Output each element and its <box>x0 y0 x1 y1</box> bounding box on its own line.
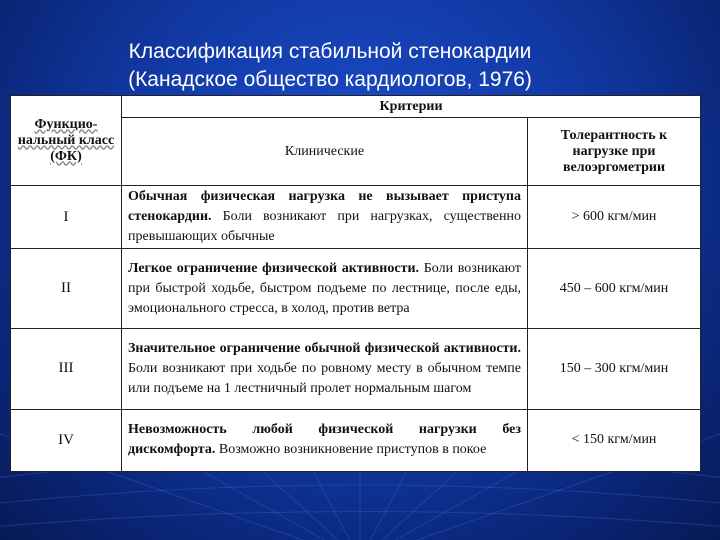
fc-cell: II <box>11 248 122 328</box>
tolerance-cell: > 600 кгм/мин <box>528 186 701 248</box>
clinical-bold-text: Легкое ограничение физической активности. <box>128 260 420 276</box>
clinical-text: Боли возникают при быстрой ходьбе, быстром подъеме по лестнице, после еды, эмоционального стресса, в холод, против ветра <box>128 260 521 316</box>
table-row <box>11 409 701 471</box>
clinical-bold-text: Значительное ограничение обычной физической активности. <box>128 340 521 356</box>
clinical-bold-text: Невозможность любой физической нагрузки без дискомфорта. <box>128 422 521 458</box>
header-fc <box>11 96 122 186</box>
table-row <box>11 186 701 248</box>
clinical-cell <box>122 409 528 471</box>
header-clinical: Клинические <box>122 118 528 186</box>
header-tolerance: Толерантность к нагрузке при велоэргометрии <box>528 118 701 186</box>
header-criteria: Критерии <box>122 96 701 118</box>
header-fc-label: Функцио-нальный класс (ФК) <box>17 116 115 164</box>
table-row <box>11 248 701 328</box>
slide-title <box>60 38 600 94</box>
header-row-top <box>11 96 701 118</box>
fc-cell: I <box>11 186 122 248</box>
table-row <box>11 329 701 409</box>
classification-table <box>10 95 701 472</box>
clinical-cell <box>122 329 528 409</box>
tolerance-cell: 150 – 300 кгм/мин <box>528 329 701 409</box>
fc-cell: III <box>11 329 122 409</box>
tolerance-cell: < 150 кгм/мин <box>528 409 701 471</box>
clinical-text: Возможно возникновение приступов в покое <box>215 442 487 458</box>
tolerance-cell: 450 – 600 кгм/мин <box>528 248 701 328</box>
clinical-bold-text: Обычная физическая нагрузка не вызывает приступа стенокардии. <box>128 189 521 225</box>
title-line-1: Классификация стабильной стенокардии <box>128 40 532 63</box>
clinical-text: Боли возникают при нагрузках, существенно превышающих обычные <box>128 209 521 245</box>
clinical-cell <box>122 248 528 328</box>
clinical-text: Боли возникают при ходьбе по ровному месту в обычном темпе или подъеме на 1 лестничный пролет нормальным шагом <box>128 360 521 396</box>
clinical-cell <box>122 186 528 248</box>
classification-table-panel <box>10 95 700 472</box>
title-line-2: (Канадское общество кардиологов, 1976) <box>128 68 532 91</box>
fc-cell: IV <box>11 409 122 471</box>
